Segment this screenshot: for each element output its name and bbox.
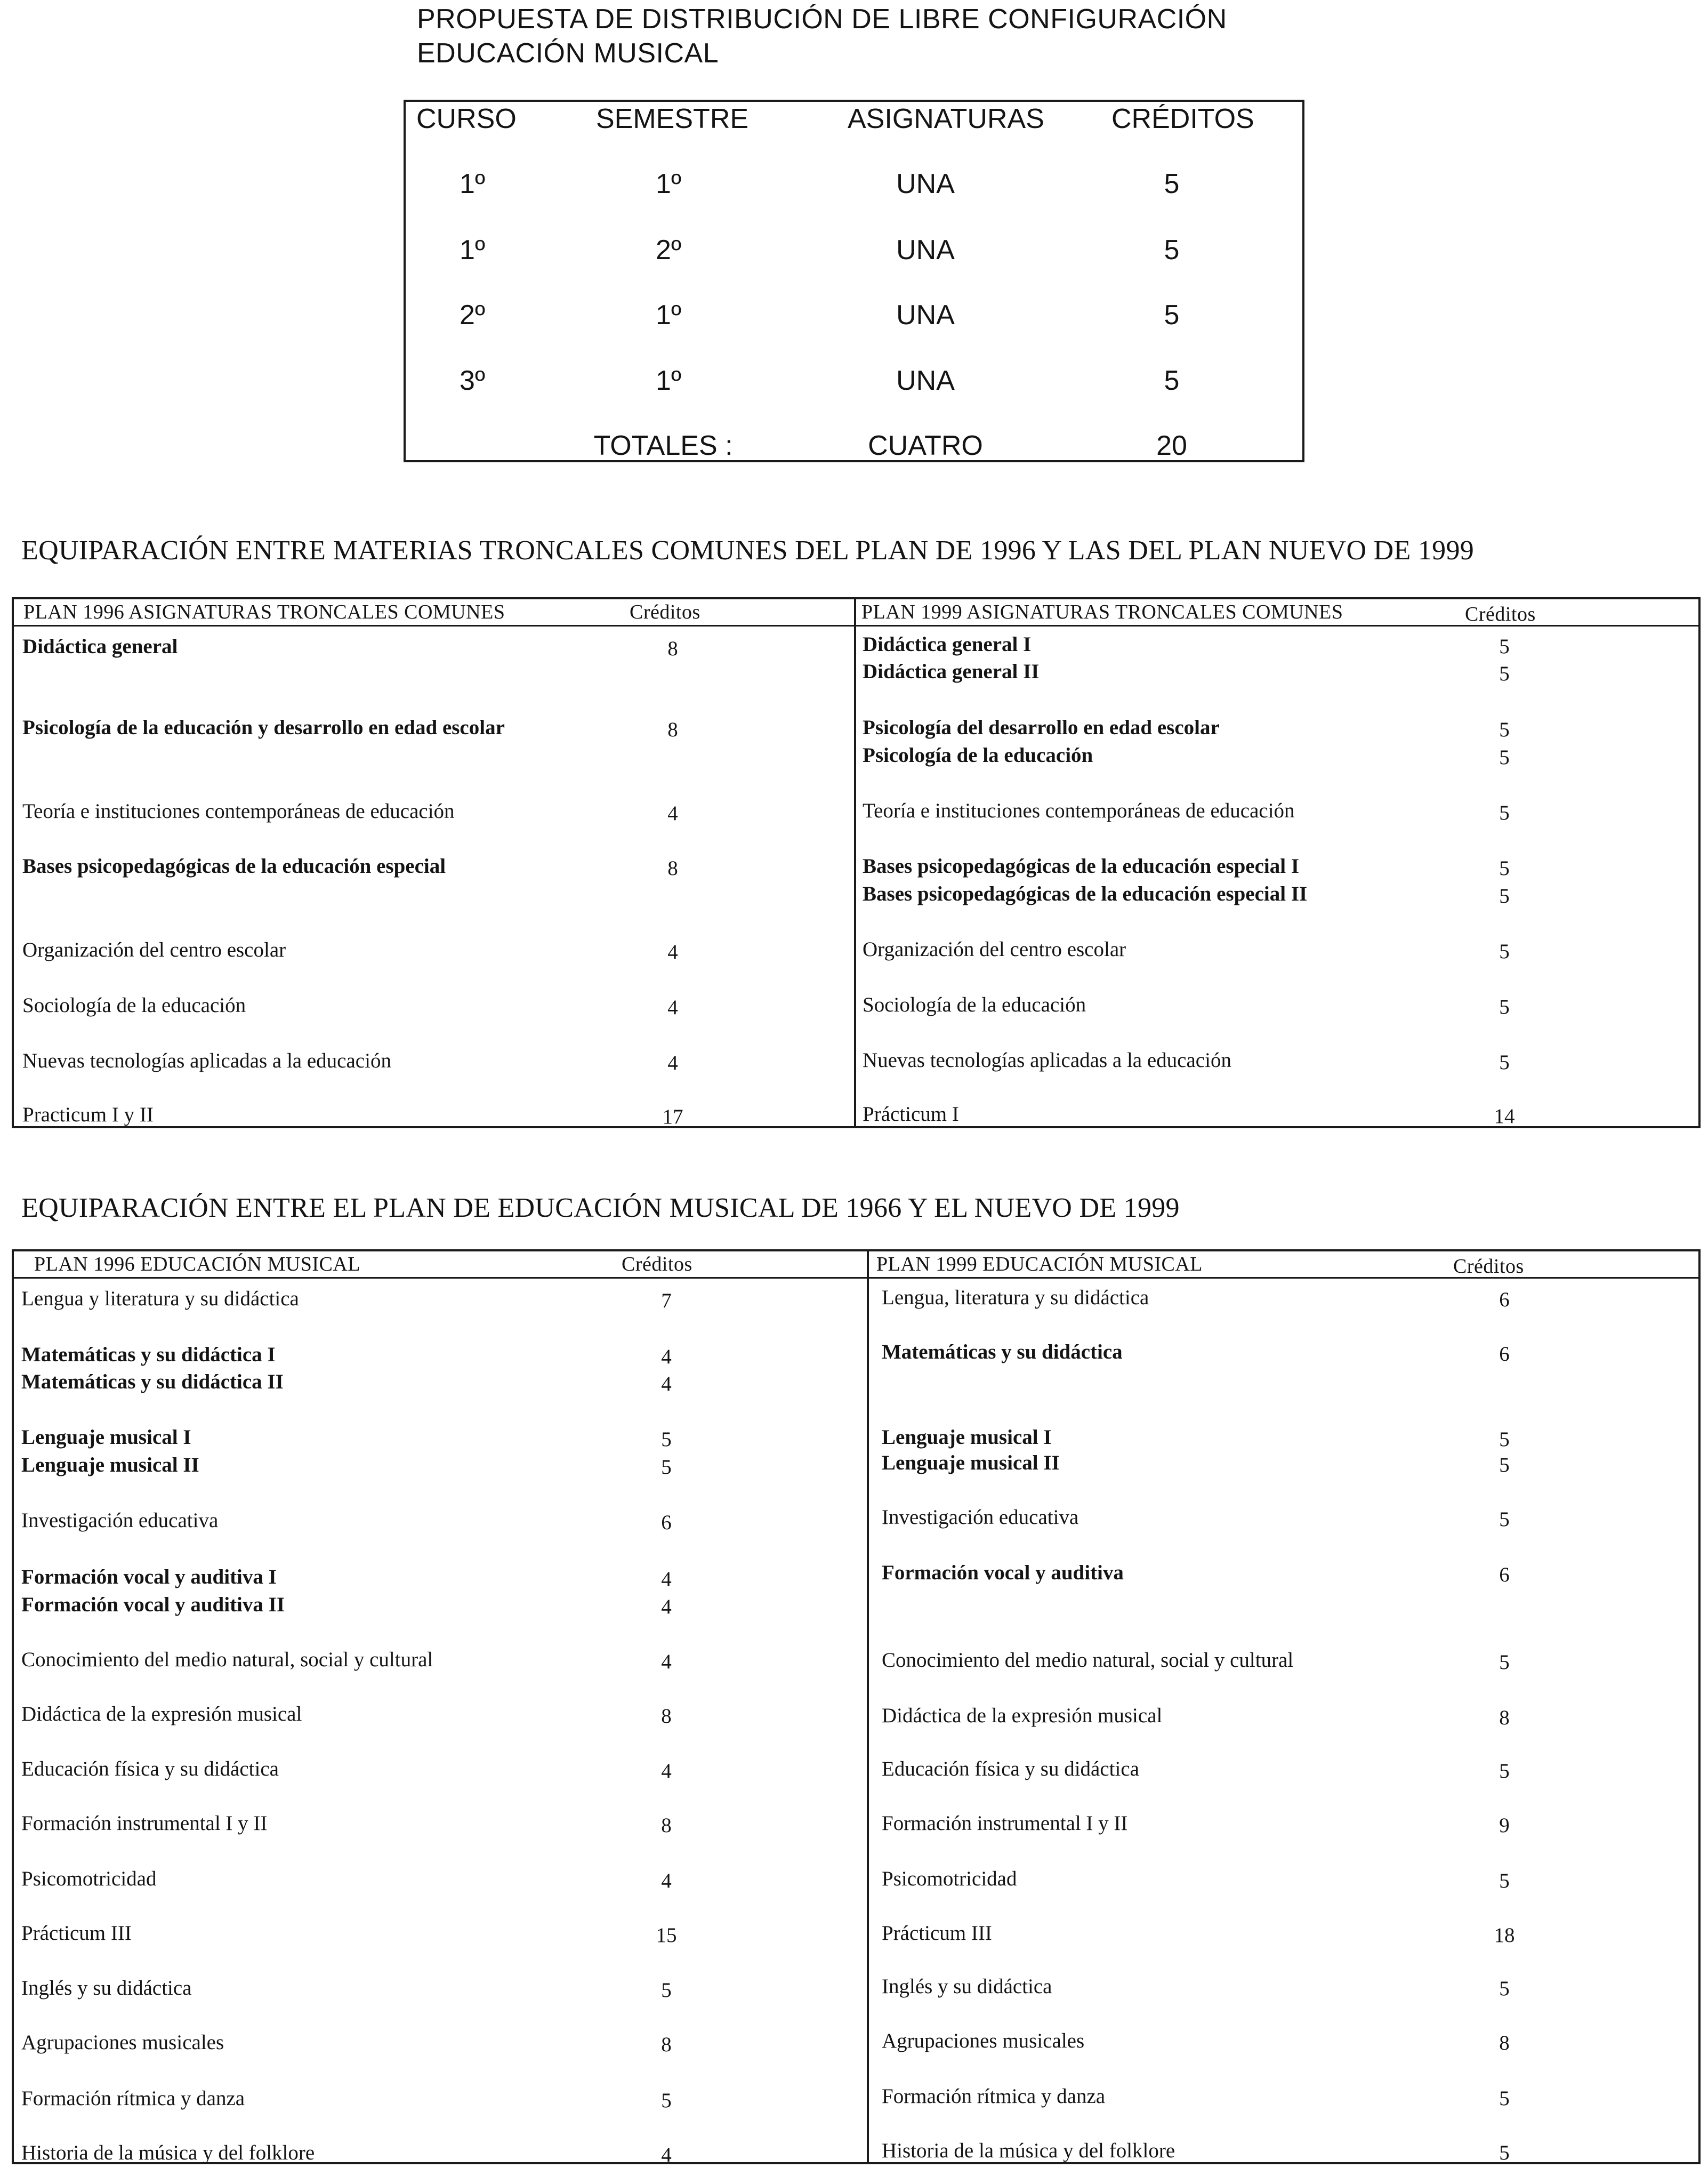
- troncales-left-credits-6: 4: [667, 996, 678, 1019]
- proposal-row-3-creditos: 5: [1164, 300, 1180, 331]
- musical-left-subject-10: Didáctica de la expresión musical: [21, 1703, 302, 1725]
- troncales-left-header: PLAN 1996 ASIGNATURAS TRONCALES COMUNES: [23, 601, 505, 623]
- musical-right-credits-header: Créditos: [1453, 1255, 1524, 1278]
- troncales-left-subject-6: Sociología de la educación: [22, 994, 246, 1017]
- musical-right-subject-3: Lenguaje musical I: [882, 1426, 1052, 1449]
- musical-left-subject-5: Lenguaje musical II: [21, 1454, 199, 1476]
- musical-right-credits-16: 5: [1499, 2141, 1510, 2164]
- musical-right-credits-15: 5: [1499, 2087, 1510, 2110]
- proposal-row-2-asignaturas: UNA: [896, 235, 955, 266]
- troncales-left-credits-4: 8: [667, 857, 678, 880]
- musical-right-credits-6: 6: [1499, 1563, 1510, 1586]
- troncales-right-header: PLAN 1999 ASIGNATURAS TRONCALES COMUNES: [861, 601, 1343, 623]
- troncales-right-subject-1: Didáctica general I: [863, 633, 1032, 656]
- troncales-left-credits-8: 17: [662, 1105, 683, 1128]
- troncales-right-subject-5: Teoría e instituciones contemporáneas de educación: [863, 799, 1295, 822]
- musical-left-credits-16: 8: [661, 2033, 672, 2056]
- troncales-left-subject-8: Practicum I y II: [22, 1103, 154, 1126]
- musical-right-header: PLAN 1999 EDUCACIÓN MUSICAL: [876, 1253, 1203, 1275]
- troncales-right-subject-11: Prácticum I: [863, 1103, 959, 1126]
- troncales-right-subject-8: Organización del centro escolar: [863, 938, 1126, 961]
- troncales-right-credits-8: 5: [1499, 940, 1510, 963]
- musical-left-subject-9: Conocimiento del medio natural, social y cultural: [21, 1648, 433, 1671]
- musical-left-credits-13: 4: [661, 1869, 672, 1892]
- troncales-right-subject-3: Psicología del desarrollo en edad escolar: [863, 716, 1220, 739]
- proposal-row-4-semestre: 1º: [656, 365, 681, 396]
- proposal-row-3-semestre: 1º: [656, 300, 681, 331]
- musical-left-credits-8: 4: [661, 1595, 672, 1618]
- musical-left-subject-12: Formación instrumental I y II: [21, 1812, 268, 1835]
- musical-right-subject-15: Formación rítmica y danza: [882, 2085, 1106, 2108]
- musical-right-subject-9: Educación física y su didáctica: [882, 1757, 1139, 1780]
- musical-right-credits-4: 5: [1499, 1454, 1510, 1476]
- troncales-left-subject-4: Bases psicopedagógicas de la educación especial: [22, 855, 446, 878]
- musical-right-subject-16: Historia de la música y del folklore: [882, 2139, 1175, 2162]
- musical-left-credits-7: 4: [661, 1568, 672, 1591]
- musical-left-subject-18: Historia de la música y del folklore: [21, 2141, 315, 2164]
- musical-right-credits-8: 8: [1499, 1706, 1510, 1729]
- proposal-row-2-semestre: 2º: [656, 235, 681, 266]
- proposal-totals-label: TOTALES :: [593, 430, 733, 461]
- musical-left-subject-16: Agrupaciones musicales: [21, 2031, 224, 2054]
- musical-right-subject-6: Formación vocal y auditiva: [882, 1561, 1124, 1584]
- musical-left-subject-11: Educación física y su didáctica: [21, 1757, 279, 1780]
- troncales-right-subject-7: Bases psicopedagógicas de la educación especial II: [863, 882, 1308, 905]
- troncales-right-subject-6: Bases psicopedagógicas de la educación especial I: [863, 855, 1300, 878]
- proposal-totals-creditos: 20: [1156, 430, 1187, 461]
- troncales-right-credits-2: 5: [1499, 662, 1510, 685]
- proposal-row-2-curso: 1º: [460, 235, 485, 266]
- musical-right-credits-2: 6: [1499, 1343, 1510, 1366]
- musical-right-subject-5: Investigación educativa: [882, 1506, 1079, 1529]
- proposal-table: [404, 100, 1304, 462]
- proposal-title-line1: PROPUESTA DE DISTRIBUCIÓN DE LIBRE CONFIGURACIÓN: [417, 4, 1227, 35]
- proposal-row-1-semestre: 1º: [656, 168, 681, 199]
- musical-column-divider: [867, 1251, 869, 2162]
- musical-right-credits-11: 5: [1499, 1869, 1510, 1892]
- proposal-row-4-asignaturas: UNA: [896, 365, 955, 396]
- musical-right-subject-14: Agrupaciones musicales: [882, 2029, 1085, 2052]
- troncales-right-credits-4: 5: [1499, 746, 1510, 769]
- troncales-right-subject-9: Sociología de la educación: [863, 993, 1086, 1016]
- musical-left-header: PLAN 1996 EDUCACIÓN MUSICAL: [34, 1253, 361, 1275]
- musical-left-credits-1: 7: [661, 1289, 672, 1312]
- troncales-left-credits-header: Créditos: [630, 601, 700, 623]
- musical-left-subject-6: Investigación educativa: [21, 1509, 219, 1532]
- musical-left-subject-2: Matemáticas y su didáctica I: [21, 1343, 276, 1366]
- musical-right-credits-7: 5: [1499, 1651, 1510, 1674]
- musical-left-credits-10: 8: [661, 1705, 672, 1728]
- troncales-right-credits-6: 5: [1499, 857, 1510, 880]
- proposal-row-1-curso: 1º: [460, 168, 485, 199]
- musical-right-subject-12: Prácticum III: [882, 1922, 992, 1945]
- musical-right-credits-3: 5: [1499, 1428, 1510, 1451]
- musical-left-credits-15: 5: [661, 1979, 672, 2002]
- musical-right-credits-13: 5: [1499, 1977, 1510, 2000]
- troncales-left-credits-7: 4: [667, 1051, 678, 1074]
- proposal-title: [417, 2, 1227, 70]
- troncales-left-subject-2: Psicología de la educación y desarrollo en edad escolar: [22, 716, 505, 739]
- troncales-header-rule: [14, 625, 1698, 627]
- proposal-header-semestre: SEMESTRE: [596, 103, 749, 134]
- troncales-right-credits-1: 5: [1499, 635, 1510, 658]
- proposal-row-1-creditos: 5: [1164, 168, 1180, 199]
- musical-right-subject-13: Inglés y su didáctica: [882, 1975, 1052, 1998]
- troncales-left-subject-1: Didáctica general: [22, 635, 178, 658]
- troncales-right-subject-4: Psicología de la educación: [863, 744, 1093, 767]
- troncales-left-credits-2: 8: [667, 718, 678, 741]
- musical-left-credits-17: 5: [661, 2089, 672, 2112]
- troncales-right-credits-3: 5: [1499, 718, 1510, 741]
- musical-left-credits-11: 4: [661, 1760, 672, 1782]
- musical-right-subject-4: Lenguaje musical II: [882, 1451, 1060, 1474]
- troncales-right-subject-10: Nuevas tecnologías aplicadas a la educación: [863, 1049, 1231, 1072]
- musical-right-subject-7: Conocimiento del medio natural, social y cultural: [882, 1649, 1294, 1672]
- troncales-right-credits-header: Créditos: [1465, 603, 1536, 625]
- musical-left-subject-1: Lengua y literatura y su didáctica: [21, 1287, 299, 1310]
- troncales-right-subject-2: Didáctica general II: [863, 660, 1040, 683]
- troncales-right-credits-10: 5: [1499, 1051, 1510, 1074]
- troncales-left-subject-5: Organización del centro escolar: [22, 938, 286, 961]
- proposal-header-asignaturas: ASIGNATURAS: [848, 103, 1044, 134]
- proposal-row-2-creditos: 5: [1164, 235, 1180, 266]
- musical-right-credits-9: 5: [1499, 1760, 1510, 1782]
- musical-left-credits-3: 4: [661, 1372, 672, 1395]
- musical-table: [12, 1249, 1701, 2164]
- musical-left-subject-7: Formación vocal y auditiva I: [21, 1565, 277, 1588]
- musical-right-credits-12: 18: [1494, 1924, 1515, 1947]
- musical-left-credits-12: 8: [661, 1814, 672, 1837]
- musical-left-credits-14: 15: [656, 1924, 677, 1947]
- proposal-header-curso: CURSO: [416, 103, 517, 134]
- musical-left-credits-5: 5: [661, 1456, 672, 1479]
- proposal-row-3-asignaturas: UNA: [896, 300, 955, 331]
- musical-left-credits-2: 4: [661, 1345, 672, 1368]
- musical-right-credits-5: 5: [1499, 1508, 1510, 1531]
- musical-right-credits-14: 8: [1499, 2032, 1510, 2054]
- troncales-left-subject-3: Teoría e instituciones contemporáneas de educación: [22, 800, 455, 823]
- musical-heading: EQUIPARACIÓN ENTRE EL PLAN DE EDUCACIÓN MUSICAL DE 1966 Y EL NUEVO DE 1999: [21, 1193, 1180, 1223]
- musical-right-subject-8: Didáctica de la expresión musical: [882, 1704, 1163, 1727]
- musical-right-subject-10: Formación instrumental I y II: [882, 1812, 1128, 1835]
- troncales-left-credits-1: 8: [667, 637, 678, 660]
- troncales-right-credits-9: 5: [1499, 995, 1510, 1018]
- musical-right-credits-1: 6: [1499, 1288, 1510, 1311]
- troncales-right-credits-5: 5: [1499, 801, 1510, 824]
- musical-left-subject-14: Prácticum III: [21, 1922, 132, 1945]
- troncales-column-divider: [854, 599, 856, 1126]
- troncales-heading: EQUIPARACIÓN ENTRE MATERIAS TRONCALES COMUNES DEL PLAN DE 1996 Y LAS DEL PLAN NUEVO DE 1999: [21, 535, 1475, 566]
- proposal-row-3-curso: 2º: [460, 300, 485, 331]
- musical-left-credits-9: 4: [661, 1650, 672, 1673]
- musical-left-credits-4: 5: [661, 1428, 672, 1451]
- musical-left-subject-13: Psicomotricidad: [21, 1867, 157, 1890]
- musical-left-credits-18: 4: [661, 2143, 672, 2166]
- proposal-row-4-curso: 3º: [460, 365, 485, 396]
- musical-header-rule: [14, 1277, 1698, 1279]
- musical-right-subject-1: Lengua, literatura y su didáctica: [882, 1286, 1149, 1309]
- musical-left-credits-6: 6: [661, 1511, 672, 1534]
- proposal-row-4-creditos: 5: [1164, 365, 1180, 396]
- proposal-row-1-asignaturas: UNA: [896, 168, 955, 199]
- troncales-left-subject-7: Nuevas tecnologías aplicadas a la educación: [22, 1049, 391, 1072]
- troncales-left-credits-5: 4: [667, 941, 678, 963]
- musical-left-subject-4: Lenguaje musical I: [21, 1426, 191, 1449]
- musical-left-credits-header: Créditos: [622, 1253, 692, 1275]
- troncales-table: [12, 597, 1701, 1128]
- proposal-totals-asignaturas: CUATRO: [868, 430, 983, 461]
- musical-left-subject-17: Formación rítmica y danza: [21, 2087, 245, 2110]
- musical-right-subject-2: Matemáticas y su didáctica: [882, 1340, 1123, 1363]
- troncales-right-credits-11: 14: [1494, 1105, 1515, 1128]
- proposal-title-line2: EDUCACIÓN MUSICAL: [417, 38, 719, 69]
- troncales-right-credits-7: 5: [1499, 885, 1510, 908]
- troncales-left-credits-3: 4: [667, 802, 678, 825]
- musical-right-credits-10: 9: [1499, 1814, 1510, 1837]
- musical-left-subject-3: Matemáticas y su didáctica II: [21, 1370, 284, 1393]
- musical-left-subject-8: Formación vocal y auditiva II: [21, 1593, 285, 1616]
- musical-left-subject-15: Inglés y su didáctica: [21, 1977, 192, 2000]
- musical-right-subject-11: Psicomotricidad: [882, 1867, 1017, 1890]
- proposal-header-creditos: CRÉDITOS: [1111, 103, 1254, 134]
